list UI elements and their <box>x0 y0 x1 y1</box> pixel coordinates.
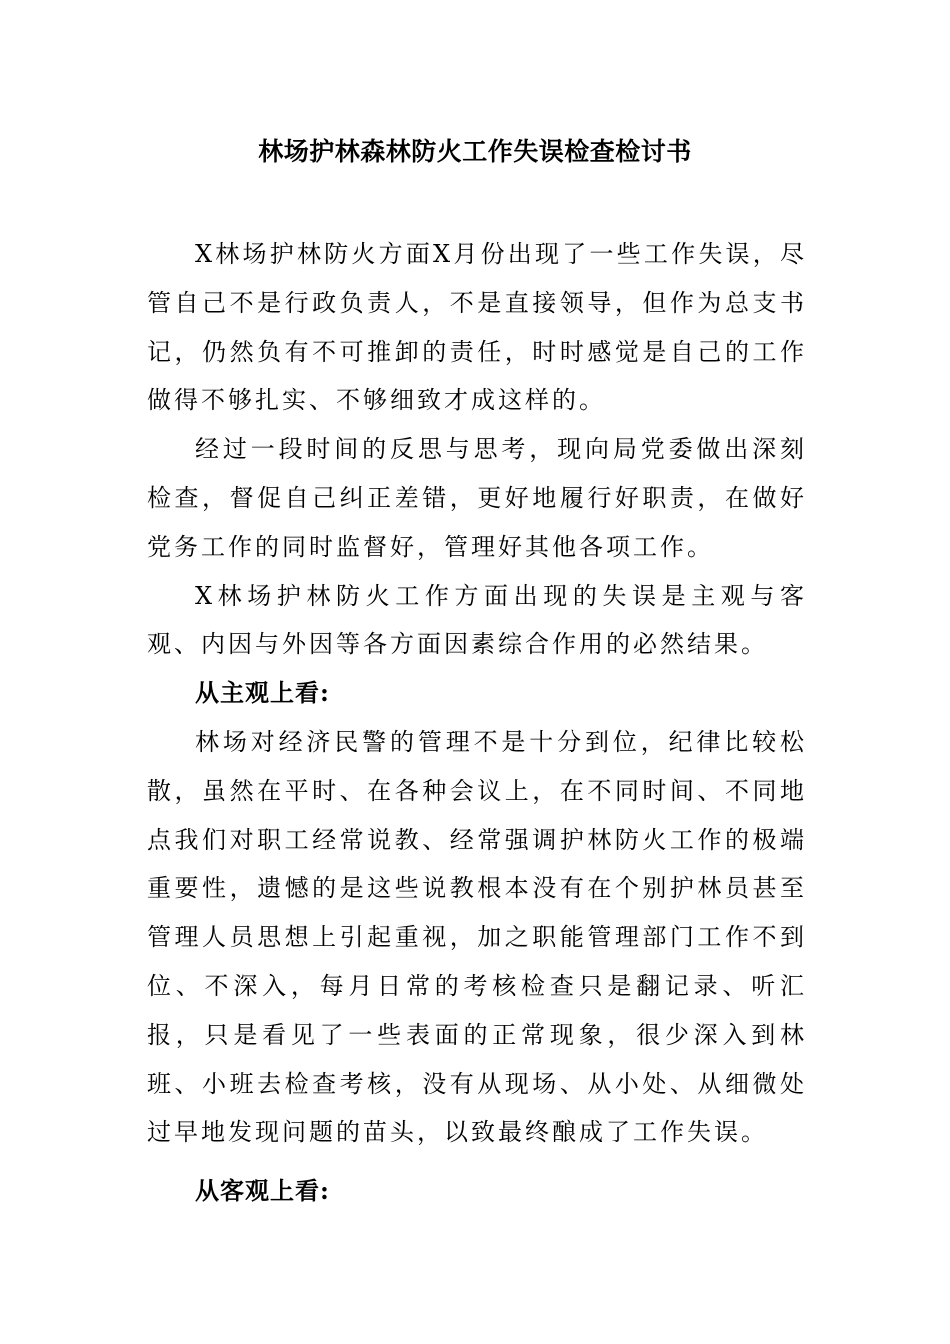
paragraph-1: X林场护林防火方面X月份出现了一些工作失误，尽管自己不是行政负责人，不是直接领导，但作为总支书记，仍然负有不可推卸的责任，时时感觉是自己的工作做得不够扎实、不够细致才成这样的。 <box>147 240 807 415</box>
section-heading-subjective: 从主观上看: <box>195 678 330 708</box>
paragraph-2: 经过一段时间的反思与思考，现向局党委做出深刻检查，督促自己纠正差错，更好地履行好职责，在做好党务工作的同时监督好，管理好其他各项工作。 <box>147 435 807 561</box>
paragraph-subjective: 林场对经济民警的管理不是十分到位，纪律比较松散，虽然在平时、在各种会议上，在不同时间、不同地点我们对职工经常说教、经常强调护林防火工作的极端重要性，遗憾的是这些说教根本没有在个别护林员甚至管理人员思想上引起重视，加之职能管理部门工作不到位、不深入，每月日常的考核检查只是翻记录、听汇报，只是看见了一些表面的正常现象，很少深入到林班、小班去检查考核，没有从现场、从小处、从细微处过早地发现问题的苗头，以致最终酿成了工作失误。 <box>147 727 807 1147</box>
paragraph-3: X林场护林防火工作方面出现的失误是主观与客观、内因与外因等各方面因素综合作用的必然结果。 <box>147 581 807 659</box>
document-body <box>147 230 807 1216</box>
section-heading-objective: 从客观上看: <box>195 1176 330 1206</box>
document-title: 林场护林森林防火工作失误检查检讨书 <box>258 137 692 166</box>
